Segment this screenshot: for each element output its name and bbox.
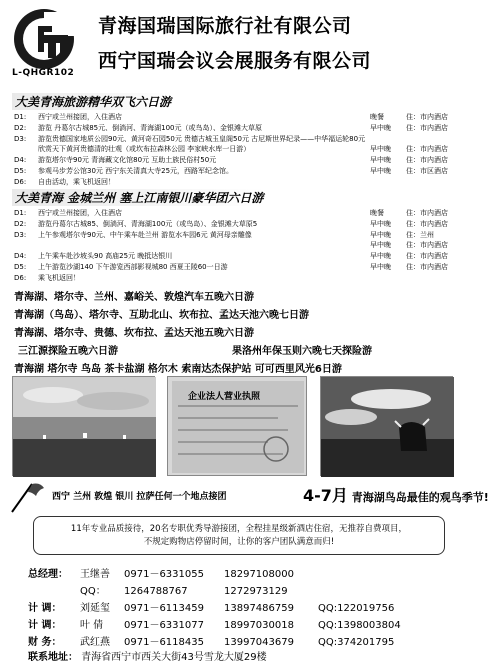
company-logo-icon — [8, 6, 88, 76]
itinerary-stay: 住：市内酒店 — [406, 156, 448, 165]
contact-phone: 1264788767 — [124, 586, 188, 597]
itinerary-stay: 住：市内酒店 — [406, 241, 448, 250]
itinerary-stay: 住：市内酒店 — [406, 252, 448, 261]
contact-role: 计 调： — [28, 620, 62, 631]
itinerary-desc: 游览塔尔寺90元 青海藏文化馆80元 互助土族民俗村50元 — [38, 156, 217, 165]
contact-name: QQ： — [80, 586, 106, 597]
promo-box — [33, 516, 445, 555]
tour2-title: 大美青海 金城兰州 塞上江南银川豪华团六日游 — [12, 189, 266, 206]
itinerary-day: D2: — [14, 123, 27, 132]
itinerary-meal: 早中晚 — [370, 219, 391, 228]
itinerary-day: D5: — [14, 167, 27, 175]
contact-row — [28, 582, 318, 597]
itinerary-row — [14, 177, 454, 188]
itinerary-desc: 游览 丹葛尔古城85元、倒淌河、青海湖100元（或鸟岛）、金银滩大草原 — [38, 123, 262, 132]
contact-role: 总经理： — [28, 569, 68, 580]
itinerary-desc: 乘飞机返回！ — [38, 273, 80, 282]
itinerary-row — [14, 273, 454, 284]
lake-photo — [12, 376, 155, 476]
itinerary-day: D1: — [14, 113, 27, 121]
itinerary-day: D3: — [14, 134, 27, 143]
promo-line: 不规定购物店停留时间，让你的客户团队满意而归! — [143, 537, 335, 547]
contact-row — [28, 565, 318, 580]
company-name-secondary: 西宁国瑞会议会展服务有限公司 — [98, 50, 372, 72]
tour1-title: 大美青海旅游精华双飞六日游 — [12, 93, 174, 110]
itinerary-day: D4: — [14, 252, 27, 261]
contact-phone: 0971－6331077 — [124, 620, 204, 631]
itinerary-row — [14, 144, 454, 155]
itinerary-meal: 晚餐 — [370, 113, 384, 121]
contact-mobile: 18297108000 — [224, 569, 294, 580]
itinerary-stay: 住：市内酒店 — [406, 145, 448, 154]
itinerary-stay: 住：市内酒店 — [406, 263, 448, 271]
contact-role: 计 调： — [28, 603, 62, 614]
contact-qq: QQ:122019756 — [318, 603, 395, 614]
itinerary-meal: 早中晚 — [370, 241, 391, 250]
itinerary-desc: 欣赏天下黄河贵德清的壮观（或坎布拉森林公园 李家峡水库一日游） — [38, 145, 251, 154]
itinerary-meal: 早中晚 — [370, 167, 391, 175]
company-name-primary: 青海国瑞国际旅行社有限公司 — [98, 15, 352, 37]
contact-name: 叶 倩 — [80, 620, 104, 631]
itinerary-desc: 游览贵德国家地质公园90元、黄河奇石园50元 贵德古城玉皇阁50元 古尼斯世界纪录——中华福运轮80元 — [38, 134, 366, 143]
itinerary-desc: 自由活动，乘飞机返回！ — [38, 177, 115, 186]
flag-icon — [6, 478, 46, 514]
itinerary-meal: 早中晚 — [370, 123, 391, 132]
itinerary-desc: 上午参观塔尔寺90元、中午乘车赴兰州 游览水车园6元 黄河母亲雕像 — [38, 230, 252, 239]
tour-line: 青海湖（鸟岛）、塔尔寺、互助北山、坎布拉、孟达天池六晚七日游 — [14, 310, 309, 321]
itinerary-row — [14, 134, 454, 145]
itinerary-desc: 西宁或兰州接团，入住酒店 — [38, 209, 122, 217]
itinerary-desc: 游览丹葛尔古城85、倒淌河、青海湖100元（或鸟岛）、金银滩大草原5 — [38, 219, 258, 228]
itinerary-row — [14, 230, 454, 241]
contact-phone: 0971－6331055 — [124, 569, 204, 580]
itinerary-day: D5: — [14, 263, 27, 271]
contact-row — [28, 599, 394, 614]
tour-line: 三江源探险五晚六日游 — [18, 346, 118, 357]
itinerary-stay: 住：市内酒店 — [406, 123, 448, 132]
itinerary-row — [14, 112, 454, 123]
itinerary-stay: 住：市内酒店 — [406, 209, 448, 217]
itinerary-row — [14, 219, 454, 230]
tour-line: 果洛州年保玉则六晚七天探险游 — [232, 346, 372, 357]
itinerary-row — [14, 123, 454, 134]
address-row — [28, 648, 267, 663]
itinerary-meal: 早中晚 — [370, 156, 391, 165]
itinerary-row — [14, 208, 454, 219]
contact-name: 王继善 — [80, 569, 110, 580]
contact-mobile: 13897486759 — [224, 603, 294, 614]
itinerary-day: D3: — [14, 230, 27, 239]
itinerary-meal: 早中晚 — [370, 263, 391, 271]
pickup-cities: 西宁 兰州 敦煌 银川 拉萨任何一个地点接团 — [52, 492, 227, 502]
tour-line: 青海湖、塔尔寺、贵德、坎布拉、孟达天池五晚六日游 — [14, 328, 254, 339]
contact-qq: QQ:374201795 — [318, 637, 395, 648]
contact-row — [28, 616, 401, 631]
itinerary-row — [14, 262, 454, 273]
itinerary-meal: 晚餐 — [370, 209, 384, 217]
business-license-photo — [167, 376, 307, 476]
logo-code: L-QHGR102 — [12, 68, 75, 78]
itinerary-day: D1: — [14, 209, 27, 217]
yak-photo — [320, 376, 453, 476]
header — [0, 0, 465, 88]
address-label: 联系地址： — [28, 652, 78, 663]
itinerary-day: D2: — [14, 219, 27, 228]
contact-role: 财 务： — [28, 637, 62, 648]
season-range: 4-7月 — [303, 486, 348, 505]
itinerary-meal: 早中晚 — [370, 252, 391, 261]
itinerary-day: D4: — [14, 156, 27, 165]
itinerary-day: D6: — [14, 273, 27, 282]
address-value: 青海省西宁市西关大街43号雪龙大厦29楼 — [81, 652, 267, 663]
itinerary-stay: 住：市内酒店 — [406, 113, 448, 121]
itinerary-stay: 住：市区酒店 — [406, 167, 448, 175]
contact-phone: 0971－6118435 — [124, 637, 204, 648]
itinerary-row — [14, 251, 454, 262]
contact-mobile: 1272973129 — [224, 586, 288, 597]
itinerary-desc: 上午游览沙湖140 下午游览西部影视城80 西夏王陵60一日游 — [38, 263, 228, 271]
contact-row — [28, 633, 394, 648]
contact-name: 武红燕 — [80, 637, 110, 648]
itinerary-desc: 上午乘车赴沙坡头90 高庙25元 晚抵达银川 — [38, 252, 173, 261]
itinerary-stay: 住：兰州 — [406, 230, 434, 239]
itinerary-row — [14, 240, 454, 251]
itinerary-desc: 参观马步芳公馆30元 西宁东关清真大寺25元，西路军纪念馆。 — [38, 167, 234, 175]
contact-name: 刘延玺 — [80, 603, 110, 614]
contact-mobile: 13997043679 — [224, 637, 294, 648]
itinerary-day: D6: — [14, 177, 27, 186]
promo-line: 11年专业品质接待，20名专职优秀导游接团，全程挂星级新酒店住宿，无推荐自费项目， — [70, 524, 408, 534]
itinerary-row — [14, 166, 454, 177]
contact-mobile: 18997030018 — [224, 620, 294, 631]
season-text: 青海湖鸟岛最佳的观鸟季节! — [351, 491, 489, 504]
contact-qq: QQ:1398003804 — [318, 620, 401, 631]
tour-line: 青海湖 塔尔寺 鸟岛 茶卡盐湖 格尔木 索南达杰保护站 可可西里风光6日游 — [14, 364, 342, 375]
itinerary-stay: 住：市内酒店 — [406, 219, 448, 228]
itinerary-desc: 西宁或兰州接团，入住酒店 — [38, 113, 122, 121]
itinerary-row — [14, 155, 454, 166]
contact-phone: 0971－6113459 — [124, 603, 204, 614]
tour-line: 青海湖、塔尔寺、兰州、嘉峪关、敦煌汽车五晚六日游 — [14, 292, 254, 303]
itinerary-meal: 早中晚 — [370, 145, 391, 154]
bird-season — [303, 483, 489, 506]
license-label: 企业法人营业执照 — [188, 392, 261, 402]
itinerary-meal: 早中晚 — [370, 230, 391, 239]
